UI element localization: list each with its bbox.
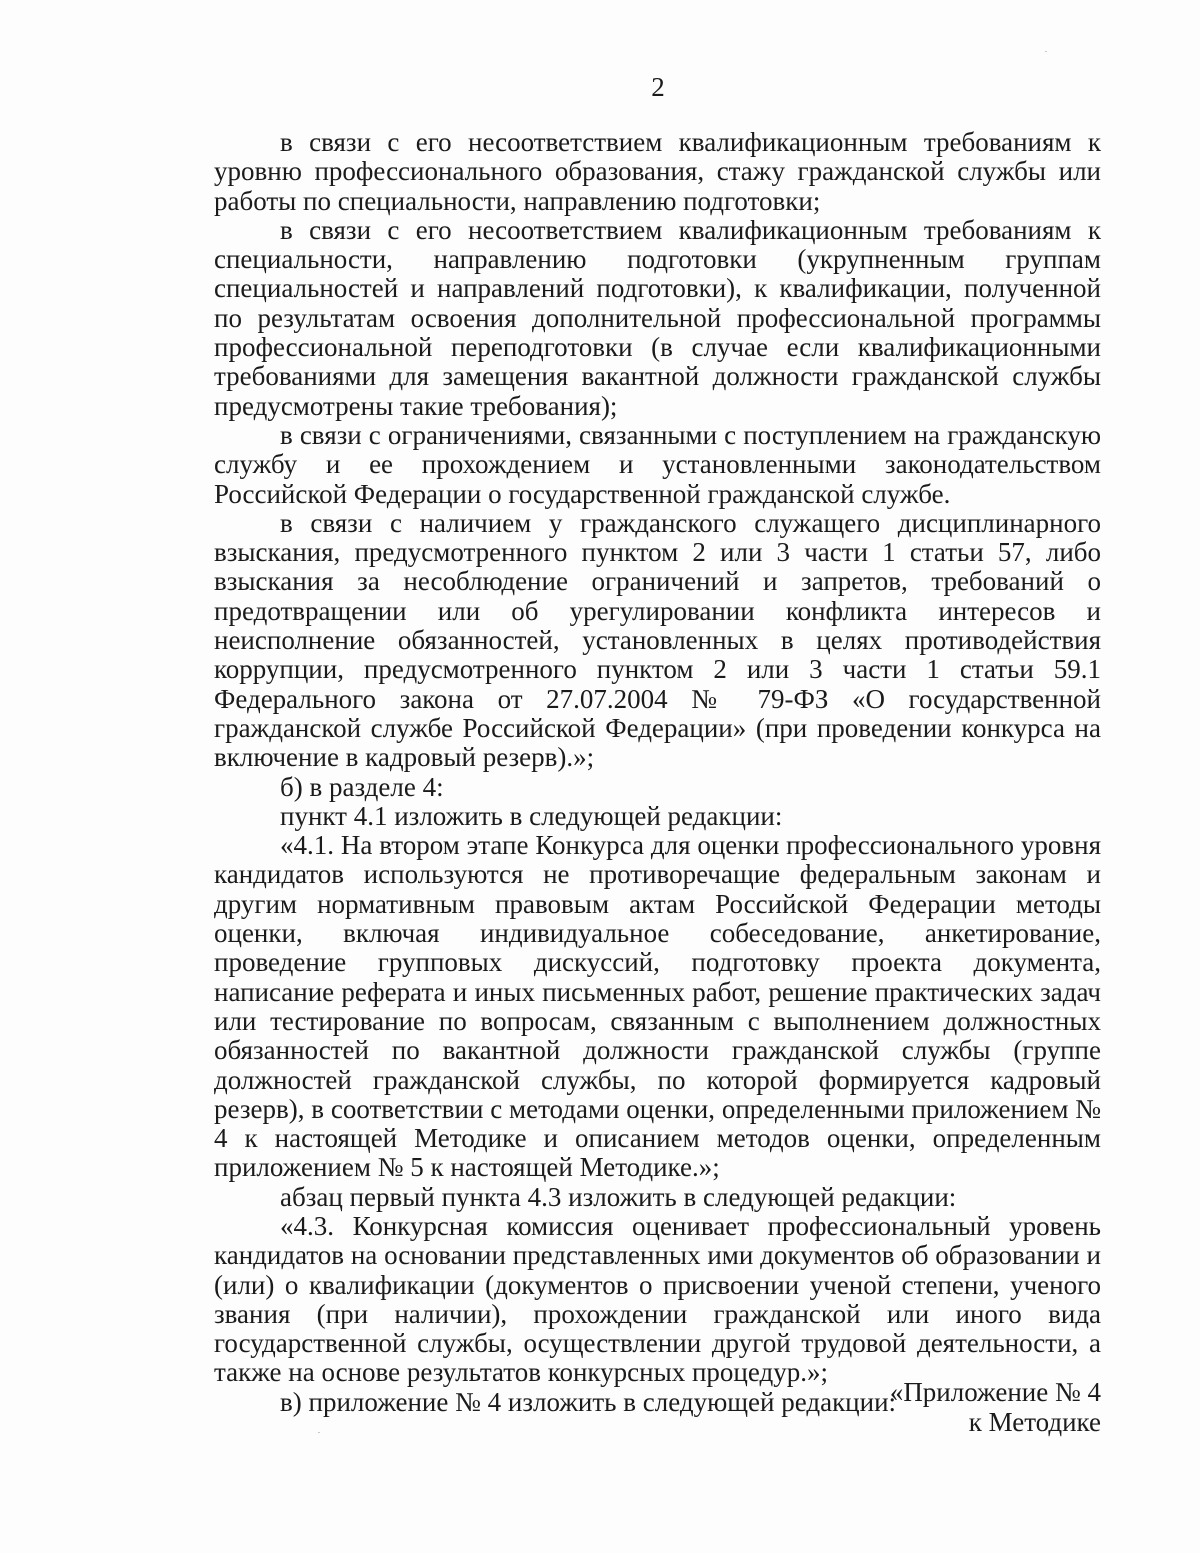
paragraph: в связи с наличием у гражданского служащего дисциплинарного взыскания, предусмотренного пунктом 2 или 3 части 1 статьи 57, либо взыскания за несоблюдение ограничений и запретов, требований о предотвращении или об урегулировании конфликта интересов и неисполнение обязанностей, установленных в целях противодействия коррупции, предусмотренного пунктом 2 или 3 части 1 статьи 59.1 Федерального закона от 27.07.2004 № 79-ФЗ «О государственной гражданской службе Российской Федерации» (при проведении конкурса на включение в кадровый резерв).»; <box>214 507 1101 773</box>
paragraph: в) приложение № 4 изложить в следующей редакции: <box>280 1386 897 1417</box>
document-body <box>214 128 1101 1417</box>
scan-speck <box>1045 51 1047 52</box>
annex-heading-line: к Методике <box>968 1407 1101 1437</box>
page-number: 2 <box>651 72 665 102</box>
paragraph: «4.3. Конкурсная комиссия оценивает профессиональный уровень кандидатов на основании представленных ими документов об образовании и (или) о квалификации (документов о присвоении ученой степени, ученого звания (при наличии), прохождении гражданской или иного вида государственной службы, осуществлении другой трудовой деятельности, а также на основе результатов конкурсных процедур.»; <box>214 1210 1101 1388</box>
paragraph: б) в разделе 4: <box>280 771 444 802</box>
paragraph: «4.1. На втором этапе Конкурса для оценки профессионального уровня кандидатов используются не противоречащие федеральным законам и другим нормативным правовым актам Российской Федерации методы оценки, включая индивидуальное собеседование, анкетирование, проведение групповых дискуссий, подготовку проекта документа, написание реферата и иных письменных работ, решение практических задач или тестирование по вопросам, связанным с выполнением должностных обязанностей по вакантной должности гражданской службы (группе должностей гражданской службы, по которой формируется кадровый резерв), в соответствии с методами оценки, определенными приложением № 4 к настоящей Методике и описанием методов оценки, определенным приложением № 5 к настоящей Методике.»; <box>214 830 1101 1183</box>
annex-heading-line: «Приложение № 4 <box>889 1377 1101 1407</box>
paragraph: абзац первый пункта 4.3 изложить в следующей редакции: <box>280 1181 957 1212</box>
paragraph: в связи с его несоответствием квалификационным требованиям к уровню профессионального образования, стажу гражданской службы или работы по специальности, направлению подготовки; <box>214 127 1101 216</box>
paragraph: в связи с ограничениями, связанными с поступлением на гражданскую службу и ее прохождением и установленными законодательством Российской Федерации о государственной гражданской службе. <box>214 419 1101 509</box>
paragraph: в связи с его несоответствием квалификационным требованиям к специальности, направлению подготовки (укрупненным группам специальностей и направлений подготовки), к квалификации, полученной по результатам освоения дополнительной профессиональной программы профессиональной переподготовки (в случае если квалификационными требованиями для замещения вакантной должности гражданской службы предусмотрены такие требования); <box>214 214 1101 421</box>
paragraph: пункт 4.1 изложить в следующей редакции: <box>280 800 783 831</box>
scan-speck <box>318 1432 320 1433</box>
annex-heading <box>890 1377 1101 1437</box>
